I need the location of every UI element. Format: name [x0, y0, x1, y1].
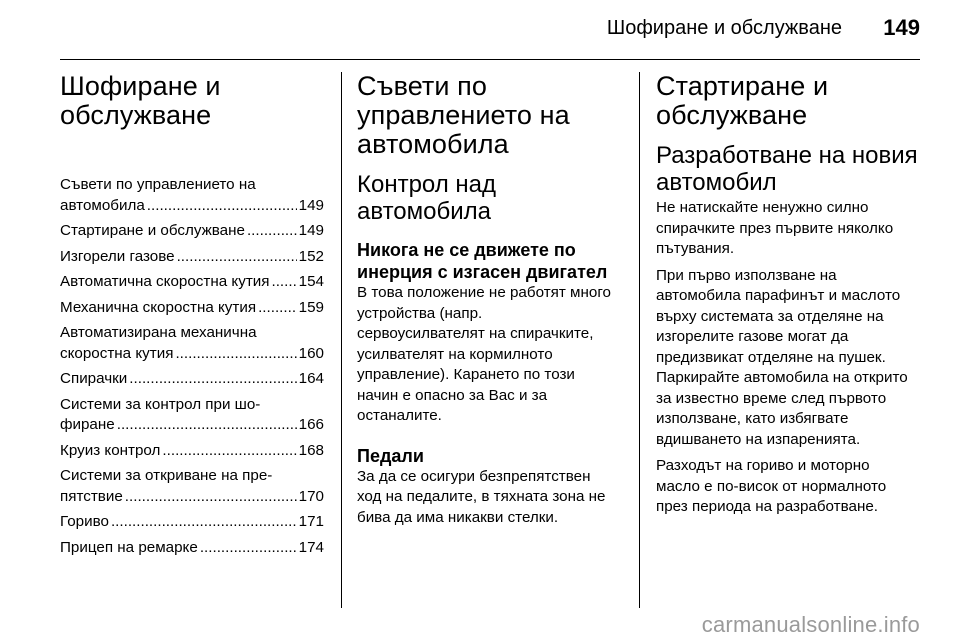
toc-entry-text: Автоматизирана механична	[60, 324, 257, 341]
toc-leader-dots	[147, 196, 297, 217]
toc-entry-label: Изгорели газове	[60, 247, 175, 265]
text-line: В това положение не работят много	[357, 284, 611, 301]
text-line: Разходът на гориво и моторно	[656, 457, 870, 474]
toc-entry[interactable]	[60, 369, 324, 390]
text-line: управление). Карането по този	[357, 366, 575, 383]
topic-heading	[357, 239, 623, 283]
body-paragraph	[357, 467, 623, 529]
text-line: пътувания.	[656, 240, 735, 257]
toc-entry-line	[60, 344, 324, 365]
body-paragraph	[656, 456, 924, 518]
section-title-line: Съвети по	[357, 71, 488, 101]
toc-entry-label: пятствие	[60, 487, 123, 505]
column-divider-1	[341, 72, 342, 608]
section-title	[656, 72, 924, 130]
column-starting-operation	[656, 72, 924, 518]
toc-page-number: 159	[298, 298, 324, 316]
text-line: усилвателят на кормилното	[357, 345, 553, 363]
toc-entry-text: Системи за откриване на пре-	[60, 467, 273, 484]
toc-entry-line	[60, 441, 324, 462]
topic-heading: Педали	[357, 445, 424, 466]
column-contents	[60, 72, 324, 563]
toc-leader-dots	[175, 344, 296, 365]
text-line: предизвикат отделяне на пушек.	[656, 348, 886, 366]
toc-entry[interactable]	[60, 395, 324, 436]
toc-page-number: 149	[298, 222, 324, 239]
toc-entry-label: Механична скоростна кутия	[60, 298, 257, 316]
toc-leader-dots	[129, 369, 296, 390]
subsection-title	[656, 142, 924, 196]
toc-entry-label: Прицеп на ремарке	[60, 538, 198, 556]
toc-page-number: 152	[298, 247, 324, 265]
text-line: При първо използване на	[656, 266, 837, 284]
text-line: спирачките през първите няколко	[656, 219, 894, 237]
chapter-title-line: обслужване	[60, 100, 212, 130]
toc-entry-line	[60, 487, 324, 508]
toc-entry-text: Системи за контрол при шо-	[60, 395, 261, 413]
toc-leader-dots	[111, 512, 297, 533]
toc-entry[interactable]	[60, 441, 324, 462]
toc-entry[interactable]	[60, 512, 324, 533]
text-line: за известно време след първото	[656, 389, 887, 407]
toc-leader-dots	[258, 298, 297, 319]
header-title: Шофиране и обслужване	[606, 17, 842, 39]
toc-entry-line	[60, 272, 324, 293]
toc-page-number: 174	[298, 538, 324, 556]
toc-entry-label: скоростна кутия	[60, 344, 174, 362]
toc-entry-line	[60, 369, 324, 390]
toc-leader-dots	[162, 441, 296, 462]
text-line: останалите.	[357, 407, 442, 424]
section-title-line: управлението на	[357, 100, 570, 130]
toc-entry[interactable]	[60, 247, 324, 268]
toc-leader-dots	[247, 221, 297, 242]
section-title-line: Стартиране и	[656, 71, 829, 101]
section-title-line: обслужване	[656, 100, 808, 130]
column-driving-tips	[357, 72, 623, 528]
text-line: използване, като избягвате	[656, 410, 849, 427]
page-header	[0, 0, 960, 62]
toc-entry-label: автомобила	[60, 196, 145, 214]
subsection-title-line: автомобил	[656, 169, 777, 196]
toc-entry-label: Стартиране и обслужване	[60, 222, 245, 239]
subsection-title-line: Разработване на новия	[656, 142, 918, 169]
body-paragraph	[656, 266, 924, 451]
toc-entry-line	[60, 415, 324, 436]
toc-entry-line	[60, 196, 324, 217]
toc-entry-line	[60, 512, 324, 533]
toc-entry-text: Съвети по управлението на	[60, 176, 256, 193]
body-paragraph	[357, 283, 623, 427]
text-line: върху системата за отделяне на	[656, 307, 884, 325]
toc-page-number: 154	[298, 273, 324, 290]
toc-entry-line	[60, 247, 324, 268]
toc-leader-dots	[271, 272, 296, 293]
toc-entry[interactable]	[60, 323, 324, 364]
text-line: сервоусилвателят на спирачките,	[357, 325, 594, 342]
body-paragraph	[656, 198, 924, 260]
section-title	[357, 72, 623, 159]
text-line: вдишването на изпаренията.	[656, 430, 861, 448]
toc-entry[interactable]	[60, 272, 324, 293]
toc-page-number: 170	[298, 487, 324, 505]
toc-page-number: 168	[298, 441, 324, 459]
toc-page-number: 166	[298, 416, 324, 433]
toc-leader-dots	[177, 247, 297, 268]
text-line: За да се осигури безпрепятствен	[357, 467, 591, 485]
page-number: 149	[883, 15, 920, 40]
toc-leader-dots	[125, 487, 297, 508]
text-line: Не натискайте ненужно силно	[656, 199, 869, 216]
toc-entry-label: Автоматична скоростна кутия	[60, 273, 270, 290]
table-of-contents	[60, 175, 324, 558]
chapter-title	[60, 72, 324, 130]
text-line: масло е по-висок от нормалното	[656, 477, 887, 495]
text-line: автомобила парафинът и маслото	[656, 287, 901, 304]
section-title-line: автомобила	[357, 129, 509, 159]
body-paragraphs	[656, 198, 924, 518]
toc-entry-label: Гориво	[60, 513, 109, 530]
toc-entry[interactable]	[60, 298, 324, 319]
column-divider-2	[639, 72, 640, 608]
text-line: устройства (напр.	[357, 304, 483, 322]
text-line: ход на педалите, в тяхната зона не	[357, 488, 606, 505]
toc-entry-line	[60, 298, 324, 319]
toc-entry-label: фиране	[60, 416, 115, 433]
toc-entry-label: Круиз контрол	[60, 441, 161, 459]
chapter-title-line: Шофиране и	[60, 71, 221, 101]
text-line: бива да има никакви стелки.	[357, 508, 559, 526]
toc-entry-label: Спирачки	[60, 370, 128, 387]
topic-heading-line: инерция с изгасен двигател	[357, 262, 608, 282]
text-line: изгорелите газове могат да	[656, 328, 849, 345]
toc-leader-dots	[117, 415, 297, 436]
toc-entry[interactable]	[60, 466, 324, 507]
subsection-title: Контрол над автомобила	[357, 171, 497, 225]
toc-leader-dots	[200, 538, 297, 559]
toc-entry-line	[60, 538, 324, 559]
watermark: carmanualsonline.info	[701, 612, 920, 637]
toc-page-number: 160	[298, 344, 324, 362]
toc-entry-line	[60, 221, 324, 242]
topic-heading-line: Никога не се движете по	[357, 240, 576, 260]
toc-entry[interactable]	[60, 221, 324, 242]
toc-page-number: 171	[298, 513, 324, 530]
text-line: през периода на разработване.	[656, 498, 879, 515]
toc-entry[interactable]	[60, 175, 324, 216]
header-rule	[60, 59, 920, 60]
toc-page-number: 149	[298, 196, 324, 214]
text-line: начин е опасно за Вас и за	[357, 386, 548, 404]
text-line: Паркирайте автомобила на открито	[656, 369, 908, 386]
toc-entry[interactable]	[60, 538, 324, 559]
toc-page-number: 164	[298, 370, 324, 387]
